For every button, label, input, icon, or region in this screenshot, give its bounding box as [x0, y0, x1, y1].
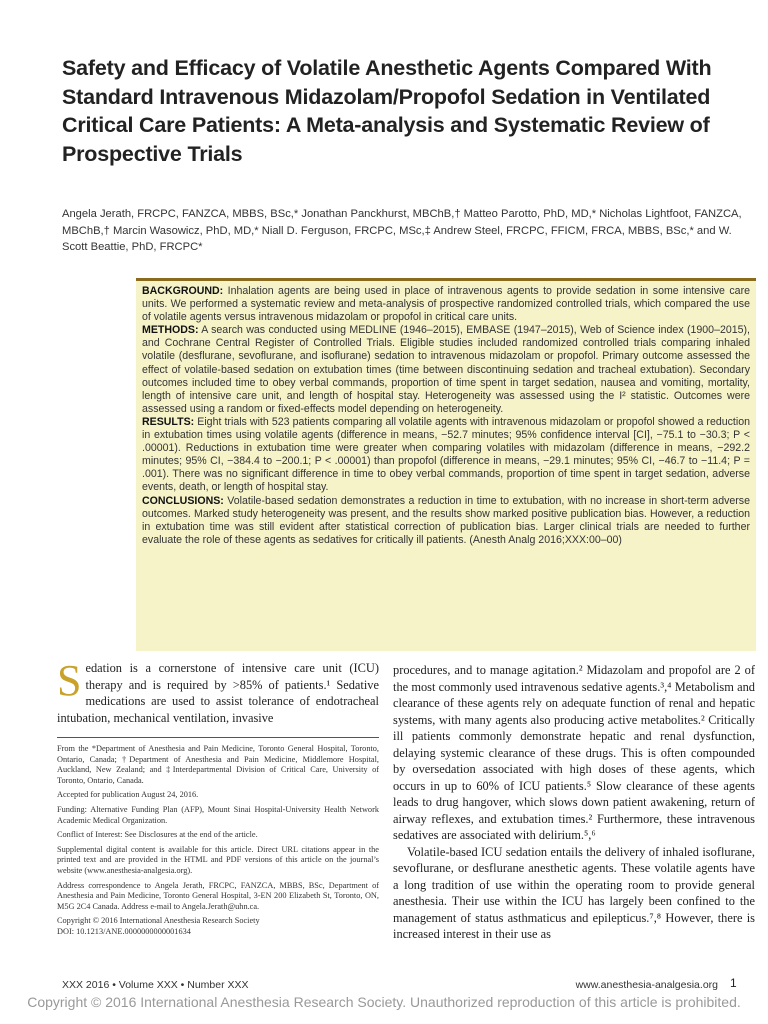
abstract-conclusions: CONCLUSIONS: Volatile-based sedation demonstrates a reduction in time to extubation, with no increase in short-term adverse outcomes. Marked study heterogeneity was present, and the results show marked positive publication bias. However, a reduction in extubation time was still evident after statistical correction of publication bias. Larger clinical trials are needed to further evaluate the role of these agents as sedatives for critically ill patients. (Anesth Analg 2016;XXX:00–00)	[142, 494, 750, 546]
abstract-methods: METHODS: A search was conducted using MEDLINE (1946–2015), EMBASE (1947–2015), Web of Science index (1900–2015), and Cochrane Central Register of Controlled Trials. Eligible studies included randomized controlled trials comparing inhaled volatile (desflurane, sevoflurane, and isoflurane) sedation to intravenous midazolam or propofol. Primary outcome assessed the effect of volatile-based sedation on extubation times (time between discontinuing sedation and tracheal extubation). Secondary outcomes included time to obey verbal commands, proportion of time spent in target sedation, nausea and vomiting, mortality, length of intensive care unit, and length of hospital stay. Heterogeneity was assessed using the I² statistic. Outcomes were assessed using a random or fixed-effects model depending on heterogeneity.	[142, 324, 750, 415]
journal-url[interactable]: www.anesthesia-analgesia.org	[575, 979, 718, 991]
body-left-column	[57, 656, 379, 726]
body-paragraph: edation is a cornerstone of intensive care unit (ICU) therapy and is required by >85% of patients.¹ Sedative medications are used to assist tolerance of endotracheal intubation, mechanical ventilation, invasive	[57, 661, 379, 725]
section-label: RESULTS:	[142, 415, 195, 428]
abstract-background: BACKGROUND: Inhalation agents are being used in place of intravenous agents to provide sedation in some intensive care units. We performed a systematic review and meta-analysis of prospective randomized controlled trials, which compared the use of volatile agents versus intravenous midazolam or propofol in critical care units.	[142, 285, 750, 324]
footnote-doi: DOI: 10.1213/ANE.0000000000001634	[57, 926, 191, 936]
body-paragraph: procedures, and to manage agitation.² Midazolam and propofol are 2 of the most commonly used intravenous sedative agents.³,⁴ Metabolism and clearance of these agents rely on adequate function of renal and hepatic systems, with many agents also producing active metabolites.² Critically ill patients commonly demonstrate hepatic and renal dysfunction, delaying systemic clearance of these drugs. This is often compounded by oversedation associated with high doses of these agents, which occurs in up to 60% of ICU patients.⁵ Slow clearance of these agents leads to drug hangover, which slows down patient awakening, return of airway reflexes, and extubation times.² Furthermore, these intravenous sedatives are associated with delirium.⁵,⁶	[393, 663, 755, 842]
footnote-conflict: Conflict of Interest: See Disclosures at the end of the article.	[57, 830, 258, 840]
issue-info: XXX 2016 • Volume XXX • Number XXX	[62, 979, 249, 991]
section-label: BACKGROUND:	[142, 285, 224, 297]
footnote-funding: Funding: Alternative Funding Plan (AFP), Mount Sinai Hospital-University Health Network Academic Medical Organization.	[57, 804, 379, 825]
article-title: Safety and Efficacy of Volatile Anesthetic Agents Compared With Standard Intravenous Midazolam/Propofol Sedation in Ventilated Critical Care Patients: A Meta-analysis and Systematic Review of Prospective Trials	[62, 56, 712, 166]
abstract-box	[136, 278, 756, 651]
body-paragraph: Volatile-based ICU sedation entails the delivery of inhaled isoflurane, sevoflurane, or desflurane anesthetic agents. These volatile agents have a long tradition of use within the operating room to provide general anesthesia. Their use within the ICU has largely been confined to the management of status asthmaticus and epilepticus.⁷,⁸ However, there is increased interest in their use as	[393, 844, 755, 941]
page-number: 1	[730, 976, 737, 990]
footnote-correspondence: Address correspondence to Angela Jerath, FRCPC, FANZCA, MBBS, BSc, Department of Anesthesia and Pain Medicine, Toronto General Hospital, 3-EN 200 Elizabeth St, Toronto, ON, M5G 2C4 Canada. Address e-mail to Angela.Jerath@uhn.ca.	[57, 880, 379, 911]
section-label: CONCLUSIONS:	[142, 494, 224, 507]
section-label: METHODS:	[142, 324, 199, 337]
footnote-copyright: Copyright © 2016 International Anesthesia Research Society	[57, 916, 260, 926]
copyright-notice: Copyright © 2016 International Anesthesia Research Society. Unauthorized reproduction of this article is prohibited.	[27, 994, 741, 1010]
footnote-supplemental: Supplemental digital content is available for this article. Direct URL citations appear in the printed text and are provided in the HTML and PDF versions of this article on the journal’s website (www.anesthesia-analgesia.org).	[57, 844, 379, 875]
footnote-affiliations: From the *Department of Anesthesia and Pain Medicine, Toronto General Hospital, Toronto, Ontario, Canada; †Department of Anesthesia and Pain Medicine, Middlemore Hospital, Auckland, New Zealand; and ‡Interdepartmental Division of Critical Care, University of Toronto, Ontario, Canada.	[57, 744, 379, 785]
drop-cap: S	[57, 656, 82, 705]
abstract-results: RESULTS: Eight trials with 523 patients comparing all volatile agents with intravenous midazolam or propofol showed a reduction in extubation times using volatile agents (difference in means, −52.7 minutes; 95% confidence interval [CI], −75.1 to −30.3; P < .00001). Reductions in extubation time were greater when comparing volatiles with midazolam (difference in means, −292.2 minutes; 95% CI, −384.4 to −200.1; P < .00001) than propofol (difference in means, −29.1 minutes; 95% CI, −46.7 to −11.4; P = .001). There was no significant difference in time to obey verbal commands, proportion of time spent in target sedation, adverse events, death, or length of hospital stay.	[142, 415, 750, 494]
body-right-column	[393, 662, 755, 943]
footnotes	[57, 737, 379, 942]
footnote-accepted: Accepted for publication August 24, 2016.	[57, 790, 199, 800]
author-list: Angela Jerath, FRCPC, FANZCA, MBBS, BSc,* Jonathan Panckhurst, MBChB,† Matteo Parotto, PhD, MD,* Nicholas Lightfoot, FANZCA, MBChB,† Marcin Wasowicz, PhD, MD,* Niall D. Ferguson, FRCPC, MSc,‡ Andrew Steel, FRCPC, FFICM, FRCA, MBBS, BSc,* and W. Scott Beattie, PhD, FRCPC*	[62, 208, 742, 253]
page-footer	[62, 979, 718, 991]
